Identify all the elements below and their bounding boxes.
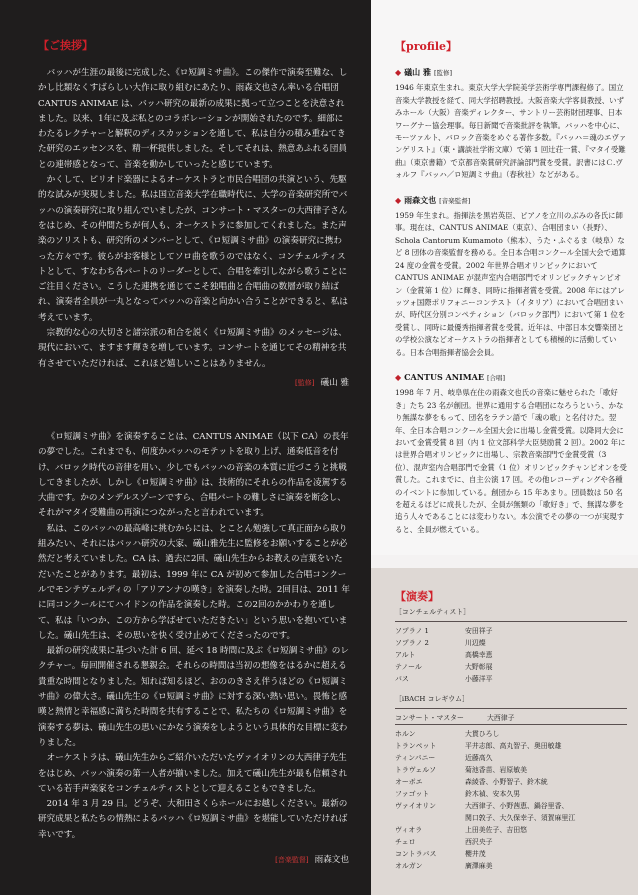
- orchestra-label: ［iBACH コレギウム］: [395, 695, 469, 703]
- list-item: ソプラノ 1 安田祥子: [395, 627, 493, 635]
- profile-text: 1998 年 7 月、岐阜県在住の雨森文也氏の音楽に魅せられた「歌好き」たち 23 名が創団。世界に通用する合唱団になろうという、かなり無謀な夢をもって、団名をラテン語で「魂の歌」と名付けた。翌年、全日本合唱コンクール全国大会に出場し金賞受賞。以降同大会において金賞受賞 8 回（内 1 位文部科学大臣奨励賞 2 回）。2002 年には世界合唱オリンピックに出場し、宗教音楽部門で金賞受賞（3 位）、混声室内合唱部門で金賞（1 位）オリンピックチャンピオンを受賞した。これまでに、自主公演 17 回。その他レコーディングや各種のイベントに参加している。創団から 15 年あまり。団員数は 50 名を超えるほどに成長したが、全員が無類の「歌好き」で、無謀な夢を追う人々であることには変わりない。本公演でその夢の一つが実現すると、全員が燃えている。: [395, 388, 627, 534]
- essay-paragraph: 《ロ短調ミサ曲》を演奏することは、CANTUS ANIMAE（以下 CA）の長年の夢でした。これまでも、何度かバッハのモテットを取り上げ、通奏低音を付け、バロック時代の音律を用い、少しでもバッハの音楽の本質に近づこうと挑戦してきましたが、しかし《ロ短調ミサ曲》は、技術的にそれらの作品を凌駕する大曲です。かのメンデルスゾーンですら、合唱パートの難しさに演奏を断念し、それがマタイ受難曲の再演につながったと言われています。: [38, 432, 349, 519]
- essay-body: [38, 430, 350, 843]
- profile-heading: 【profile】: [395, 40, 457, 53]
- list-item: オルガン 廣澤麻美: [395, 862, 493, 870]
- profile-text: 1959 年生まれ。指揮法を黒岩英臣、ピアノを立川のぶみの各氏に師事。現在は、CANTUS ANIMAE（東京）、合唱団まい（長野）、Schola Cantorum Kumamoto（熊本）、うた・ふぐるま（岐阜）など 8 団体の音楽監督を務める。全日本合唱コンクール全国大会で通算 24 度の金賞を受賞。2002 年世界合唱オリンピックにおいて CANTUS ANIMAE が混声室内合唱部門でオリンピックチャンピオン（金賞第 1 位）に輝き、同時に指揮者賞を受賞。2008 年にはアレッツォ国際ポリフォニーコンテスト（イタリア）において合唱団まいが、時代区分別コンペティション（バロック部門）において第 1 位を受賞し、同時に最優秀指揮者賞を受賞。近年は、中部日本交響楽団との学校公演などオーケストラの指揮者としても積極的に活動している。日本合唱指揮者協会会員。: [395, 211, 626, 357]
- diamond-bullet-icon: ◆: [395, 194, 402, 205]
- right-panel: [371, 0, 638, 895]
- list-item: コントラバス 櫻井茂: [395, 850, 486, 858]
- greeting-signature: [295, 376, 349, 391]
- greeting-body: [38, 66, 350, 372]
- profile-name: ◆ CANTUS ANIMAE [合唱]: [395, 371, 506, 382]
- list-item: 関口敦子、大久保幸子、須賀麻里江: [465, 814, 576, 822]
- divider: [395, 724, 627, 725]
- essay-paragraph: 2014 年 3 月 29 日。どうぞ、大和田さくらホールにお越しください。最新の研究成果と私たちの情熱によるバッハ《ロ短調ミサ曲》を堪能していただければ幸いです。: [38, 799, 348, 840]
- signature-role: [音楽監督]: [275, 856, 309, 864]
- list-item: チェロ 西沢央子: [395, 838, 493, 846]
- list-item: トランペット 平井志郎、高丸智子、奥田敏雄: [395, 742, 562, 750]
- concertist-label: ［コンチェルティスト］: [395, 608, 471, 616]
- greeting-paragraph: バッハが生涯の最後に完成した、《ロ短調ミサ曲》。この傑作で演奏至難な、しかし比類なくすばらしい大作に取り組むにあたり、雨森文也さん率いる合唱団 CANTUS ANIMAE は、バッハ研究の最新の成果に拠って立つことを決意されました。以来、1年に及ぶ私とのコラボレーションが開始されたのです。細部にわたるレクチャーと解釈のディスカッションを通して、私は自分の積み重ねてきた研究のエッセンスを、精一杯提供しました。そしてそれは、熱意あふれる団員との連帯感となって、音楽を動かしていったと感じています。: [38, 68, 348, 170]
- list-item: バス 小藤洋平: [395, 675, 493, 683]
- performers-heading: 【演奏】: [395, 590, 439, 603]
- profile-list: [395, 66, 627, 548]
- list-item: トラヴェルソ 菊池香苗、岩原敏美: [395, 766, 528, 774]
- signature-name: 雨森文也: [314, 855, 349, 865]
- profile-name: ◆ 雨森文也 [音楽監督]: [395, 194, 471, 205]
- list-item: ティンパニー 近藤高久: [395, 754, 493, 762]
- essay-signature: [275, 853, 349, 868]
- list-item: ヴィオラ 上田美佐子、吉田悠: [395, 826, 528, 834]
- list-item: オーボエ 森綾香、小野智子、鈴木統: [395, 778, 548, 786]
- profile-text: 1946 年東京生まれ。東京大学大学院美学芸術学専門課程修了。国立音楽大学教授を経て、同大学招聘教授。大阪音楽大学客員教授、いずみホール（大阪）音楽ディレクター、サントリー芸術財団理事、日本ワーグナー協会理事。毎日新聞で音楽批評を執筆。バッハを中心に、モーツァルト、バロック音楽をめぐる著作多数。『バッハ＝魂のエヴァンゲリスト』（東・講談社学術文庫）で第 1 回辻荘一賞、『マタイ受難曲』（東京書籍）で京都音楽賞研究評論部門賞を受賞。訳書にはＣ.ヴォルフ『バッハ／ロ短調ミサ曲』（春秋社）などがある。: [395, 83, 627, 180]
- concertmaster-row: コンサート・マスター 大西律子: [395, 714, 515, 722]
- greeting-paragraph: 宗教的な心の大切さと諸宗派の和合を説く《ロ短調ミサ曲》のメッセージは、現代において、ますます輝きを増しています。コンサートを通じてその精神を共有させていただければ、これほど嬉しいことはありません。: [38, 328, 347, 369]
- essay-paragraph: オーケストラは、礒山先生からご紹介いただいたヴァイオリンの大西律子先生をはじめ、バッハ演奏の第一人者が揃いました。加えて礒山先生が最も信頼されている若手声楽家をコンチェルティストとして迎えることもできました。: [38, 753, 348, 794]
- list-item: テノール 大野彰展: [395, 663, 493, 671]
- divider: [395, 708, 627, 709]
- list-item: ファゴット 鈴木禎、安本久男: [395, 790, 521, 798]
- signature-role: [監修]: [295, 379, 315, 387]
- list-item: ソプラノ 2 川辺燦: [395, 639, 486, 647]
- diamond-bullet-icon: ◆: [395, 67, 402, 77]
- profile-name: ◆ 礒山 雅 [監修]: [395, 67, 453, 77]
- signature-name: 礒山 雅: [320, 378, 349, 388]
- list-item: アルト 高橋幸恵: [395, 651, 493, 659]
- greeting-paragraph: かくして、ピリオド楽器によるオーケストラと市民合唱団の共演という、先駆的な試みが実現しました。私は国立音楽大学在職時代に、大学の音楽研究所でバッハの演奏研究に取り組んでいましたが、コンサート・マスターの大西律子さんをはじめ、その仲間たちが何人も、オーケストラに参加してくれました。また声楽のソリストも、研究所のメンバーとして、《ロ短調ミサ曲》の演奏研究に携わった方々です。彼らがお客様としてソロ曲を歌うのではなく、コンチェルティストとして、すなわち各パートのリーダーとして、合唱を牽引しながら歌うことにご注目ください。こうした連携を通じてこそ独唱曲と合唱曲の数層が取り結ばれ、演奏者全員が一丸となってバッハの音楽と向かい合うことができると、私は考えています。: [38, 175, 348, 323]
- list-item: ヴァイオリン 大西律子、小野茜恵、鍋谷里香、: [395, 802, 569, 810]
- divider: [395, 621, 627, 622]
- greeting-heading: 【ご挨拶】: [38, 39, 93, 52]
- essay-paragraph: 最新の研究成果に基づいた計 6 回、延べ 18 時間に及ぶ《ロ短調ミサ曲》のレクチャー。毎回開催される懇親会。それらの時間は当初の想像をはるかに超える貴重な時間となりました。知れば知るほど、おののきさえ伴うほどの《ロ短調ミサ曲》の偉大さ。礒山先生の《ロ短調ミサ曲》に対する深い熱い思い。畏怖と感嘆と熱情と幸福感に満ちた時間を共有することで、私たちの《ロ短調ミサ曲》を演奏する夢は、礒山先生の思いにかなう演奏をしようという具体的な目標に変わりました。: [38, 646, 349, 748]
- profile-section: [371, 0, 638, 555]
- performers-list: [395, 606, 627, 872]
- list-item: ホルン 大貫ひろし: [395, 730, 500, 738]
- diamond-bullet-icon: ◆: [395, 371, 402, 382]
- essay-paragraph: 私は、このバッハの最高峰に挑むからには、とことん勉強して真正面から取り組みたい、それにはバッハ研究の大家、礒山雅先生に監修をお願いすることが必然だと考えていました。CA は、過去に2回、礒山先生からお教えの言葉をいただいたことがあります。最初は、1999 年に CA が初めて参加した合唱コンクールでモンテヴェルディの「アリアンナの嘆き」を演奏した時。2回目は、2011 年に同コンクールにてハイドンの作品を演奏した時。この2回のかかわりを通して、私は「いつか、この方から学ばせていただきたい」という思いを抱いていました。礒山先生は、その思いを快く受け止めてくださったのです。: [38, 523, 350, 641]
